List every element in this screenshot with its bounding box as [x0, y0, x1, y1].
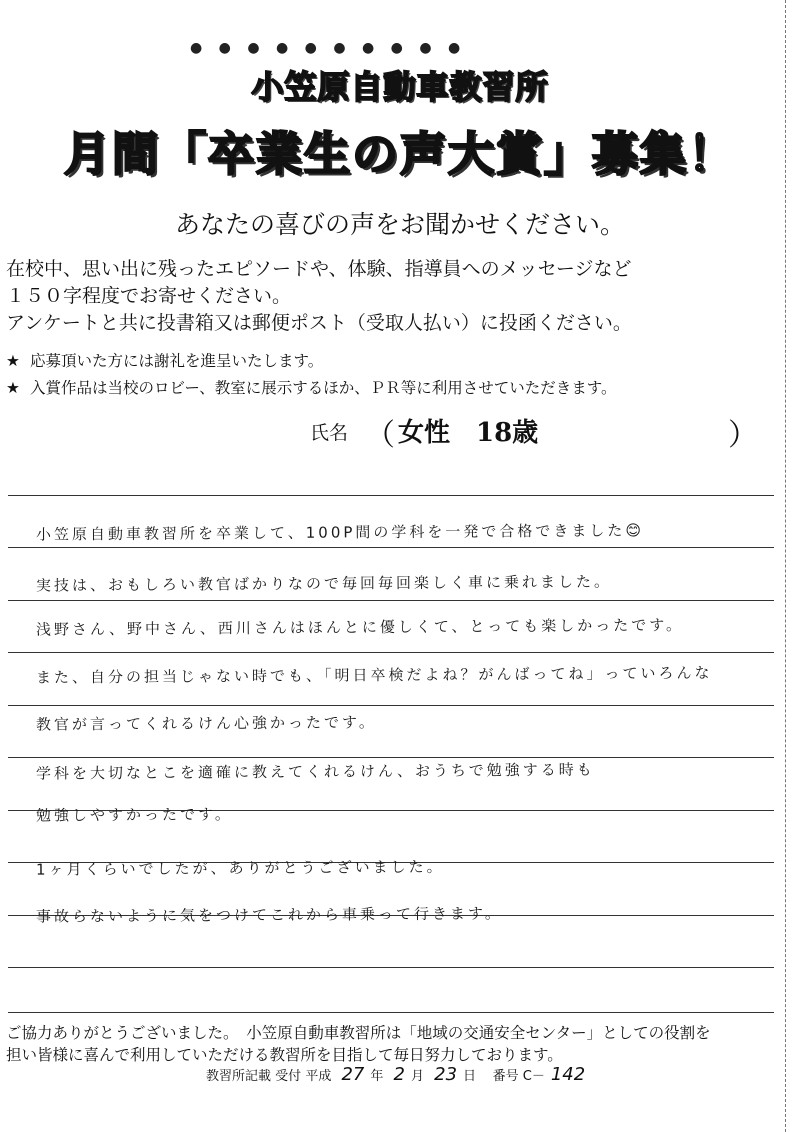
decorative-dots: ● ● ● ● ● ● ● ● ● ● [190, 40, 467, 56]
ruled-line [8, 967, 774, 968]
footer-line: ご協力ありがとうございました。 小笠原自動車教習所は「地域の交通安全センター」としての役割を [6, 1024, 711, 1042]
month-unit: 月 [410, 1069, 424, 1084]
number-prefix: C－ [522, 1069, 545, 1084]
received-day: 23 [434, 1064, 458, 1085]
office-label: 教習所記載 [206, 1069, 272, 1084]
office-use-row [206, 1064, 766, 1085]
handwritten-line: 実技は、おもしろい教官ばかりなので毎回毎回楽しく車に乗れました。 [35, 572, 613, 595]
school-name: 小笠原自動車教習所 [251, 68, 549, 106]
ruled-line [8, 547, 774, 548]
name-value: 女性 18歳 [398, 418, 539, 448]
era-label: 平成 [305, 1069, 332, 1084]
handwritten-line: 1ヶ月くらいでしたが、ありがとうございました。 [35, 857, 445, 879]
name-paren-close: ） [728, 418, 758, 453]
handwritten-line: 小笠原自動車教習所を卒業して、100P間の学科を一発で合格できました😊 [35, 521, 645, 544]
note-text: 入賞作品は当校のロビー、教室に展示するほか、ＰＲ等に利用させていただきます。 [30, 379, 617, 397]
name-label: 氏名 [310, 422, 349, 444]
ruled-line [8, 495, 774, 496]
footer-line: 担い皆様に喜んで利用していただける教習所を目指して毎日努力しております。 [6, 1046, 563, 1064]
subtitle: あなたの喜びの声をお聞かせください。 [174, 210, 625, 239]
handwritten-line: 学科を大切なとこを適確に教えてくれるけん、おうちで勉強する時も [35, 760, 595, 783]
received-year: 27 [341, 1064, 365, 1085]
day-unit: 日 [463, 1069, 477, 1084]
star-icon: ★ [6, 352, 20, 370]
received-label: 受付 [275, 1069, 302, 1084]
received-month: 2 [393, 1064, 405, 1085]
handwritten-line: 勉強しやすかったです。 [35, 805, 233, 825]
number-label: 番号 [492, 1069, 519, 1084]
ruled-line [8, 600, 774, 601]
year-unit: 年 [370, 1069, 384, 1084]
intro-line: アンケートと共に投書箱又は郵便ポスト（受取人払い）に投函ください。 [6, 312, 632, 334]
ruled-line [8, 705, 774, 706]
handwritten-line: 教官が言ってくれるけん心強かったです。 [35, 713, 377, 734]
ruled-line [8, 1012, 774, 1013]
intro-line: １５０字程度でお寄せください。 [6, 285, 292, 307]
handwritten-line: また、自分の担当じゃない時でも、「明日卒検だよね？がんばってね」っていろんな [35, 663, 713, 687]
note-text: 応募頂いた方には謝礼を進呈いたします。 [30, 352, 324, 370]
ruled-line [8, 652, 774, 653]
contest-title: 月間「卒業生の声大賞」募集！ [64, 127, 736, 181]
handwritten-line: 事故らないように気をつけてこれから車乗って行きます。 [35, 904, 503, 926]
entry-number: 142 [550, 1064, 586, 1085]
name-paren-open: （ [365, 418, 395, 453]
footer-thanks [6, 1022, 776, 1066]
star-icon: ★ [6, 379, 20, 397]
handwritten-line: 浅野さん、野中さん、西川さんはほんとに優しくて、とっても楽しかったです。 [35, 616, 685, 639]
intro-line: 在校中、思い出に残ったエピソードや、体験、指導員へのメッセージなど [6, 258, 632, 280]
